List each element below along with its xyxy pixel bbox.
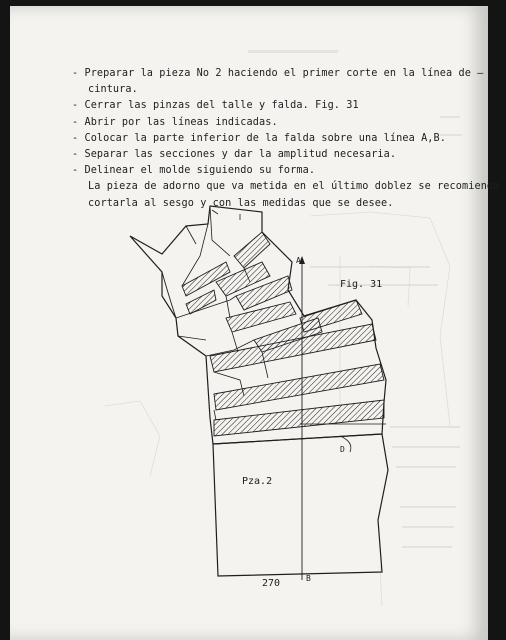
instruction-line: - Separar las secciones y dar la amplitud necesaria. <box>72 149 397 161</box>
figure-label: Fig. 31 <box>340 279 383 290</box>
point-d-label: D <box>340 445 345 454</box>
instruction-line: - Abrir por las líneas indicadas. <box>72 116 278 128</box>
skirt-outline <box>213 434 388 576</box>
armhole-curve <box>162 272 176 318</box>
hatched-bands <box>182 232 384 436</box>
instruction-line: - Preparar la pieza No 2 haciendo el primer corte en la línea de — <box>72 68 484 79</box>
instruction-line: - Delinear el molde siguiendo su forma. <box>72 165 316 177</box>
point-a-label: A <box>296 256 301 265</box>
piece-label: Pza.2 <box>242 476 273 487</box>
instruction-line: La pieza de adorno que va metida en el último doblez se recomienda <box>88 181 500 193</box>
point-b-label: B <box>306 574 311 583</box>
instruction-line: - Colocar la parte inferior de la falda sobre una línea A,B. <box>72 132 447 144</box>
instruction-line: - Cerrar las pinzas del talle y falda. Fig. 31 <box>72 100 359 112</box>
instruction-line: cintura. <box>88 84 138 96</box>
page-number: 270 <box>262 578 281 589</box>
instruction-line: cortarla al sesgo y con las medidas que se desee. <box>88 197 394 209</box>
collar-ticks <box>212 210 240 220</box>
